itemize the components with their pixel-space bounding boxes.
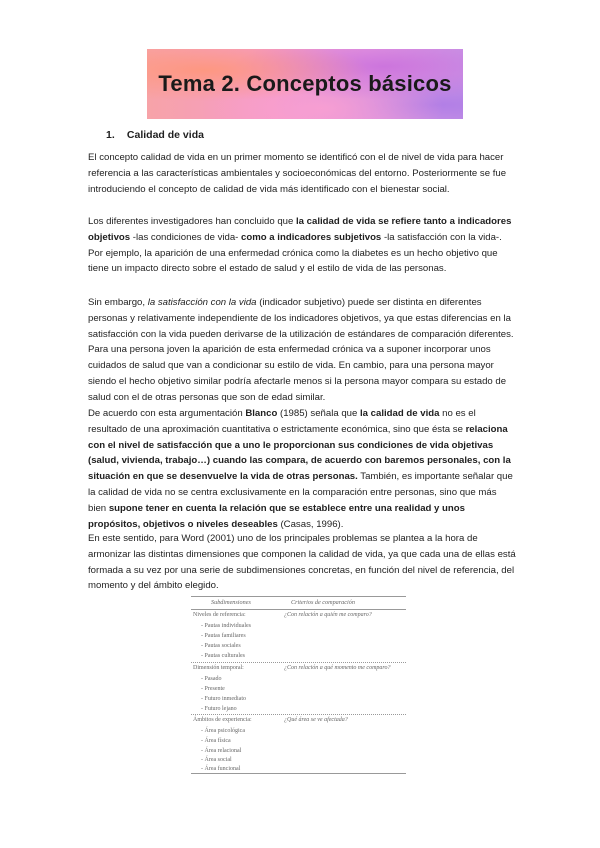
table-question: ¿Qué área se ve afectada? <box>284 717 348 723</box>
section-title: Calidad de vida <box>126 129 204 141</box>
table-subitem: - Área funcional <box>201 766 241 772</box>
table-subitem: - Pautas sociales <box>201 643 241 649</box>
table-subitem: - Área física <box>201 738 231 744</box>
table-subitem: - Área social <box>201 757 232 763</box>
table-subitem: - Pautas culturales <box>201 653 245 659</box>
subdimensions-table <box>191 596 406 774</box>
paragraph-2: Los diferentes investigadores han concluido que la calidad de vida se refiere tanto a indicadores objetivos -las condiciones de vida- como a indicadores subjetivos -la satisfacción con la vida-. Por ejemplo, la aparición de una enfermedad crónica como la diabetes es un hecho objetivo que tiene un impacto directo sobre el estado de salud y el estilo de vida de las personas. <box>88 216 512 275</box>
table-row-divider <box>191 662 406 663</box>
table-header-subdimensiones: Subdimensiones <box>211 599 251 606</box>
section-heading <box>106 129 204 141</box>
paragraph-1: El concepto calidad de vida en un primer momento se identificó con el de nivel de vida para hacer referencia a las características ambientales y socioeconómicas del entorno. Posteriormente se fue introduciendo el concepto de calidad de vida más identificado con el bienestar social. <box>88 152 507 195</box>
table-top-rule <box>191 596 406 597</box>
table-category: Dimensión temporal: <box>193 665 244 671</box>
page-title: Tema 2. Conceptos básicos <box>158 71 452 96</box>
table-subitem: - Futuro lejano <box>201 706 237 712</box>
table-subitem: - Presente <box>201 686 225 692</box>
paragraph-5: En este sentido, para Word (2001) uno de los principales problemas se plantea a la hora de armonizar las distintas dimensiones que componen la calidad de vida, ya que cada una de ellas está formada a su vez por una serie de subdimensiones concretas, en función del nivel de referencia, del momento y del ámbito elegido. <box>88 533 516 592</box>
table-subitem: - Pautas familiares <box>201 633 246 639</box>
section-number: 1. <box>106 129 115 141</box>
table-category: Ámbitos de experiencia: <box>193 717 252 723</box>
paragraph-4: De acuerdo con esta argumentación Blanco (1985) señala que la calidad de vida no es el resultado de una aproximación cuantitativa o estrictamente económica, sino que ésta se relaciona con el nivel de satisfacción que a uno le proporcionan sus condiciones de vida objetivas (salud, vivienda, trabajo…) cuando las compara, de acuerdo con baremos personales, con la situación en que se desenvuelve la vida de otras personas. También, es importante señalar que la calidad de vida no se centra exclusivamente en la comparación entre personas, sino que más bien supone tener en cuenta la relación que se establece entre una realidad y unos propósitos, objetivos o niveles deseables (Casas, 1996). <box>88 408 513 530</box>
table-bottom-rule <box>191 773 406 774</box>
table-header-rule <box>191 609 406 610</box>
table-subitem: - Futuro inmediato <box>201 696 246 702</box>
table-question: ¿Con relación a quién me comparo? <box>284 612 372 618</box>
table-subitem: - Pasado <box>201 676 222 682</box>
table-category: Niveles de referencia: <box>193 612 246 618</box>
paragraph-3: Sin embargo, la satisfacción con la vida (indicador subjetivo) puede ser distinta en diferentes personas y relativamente independiente de los indicadores objetivos, ya que estas diferencias en la satisfacción con la vida pueden derivarse de la utilización de estándares de comparación diferentes. Para una persona joven la aparición de esta enfermedad crónica va a suponer incorporar unos cuidados de salud que van a condicionar su estilo de vida. En cambio, para una persona mayor siendo el hecho objetivo similar podría afectarle menos si la persona mayor compara su estado de salud con el de otras personas que son de edad similar. <box>88 297 514 403</box>
table-subitem: - Pautas individuales <box>201 623 251 629</box>
table-subitem: - Área relacional <box>201 748 242 754</box>
table-subitem: - Área psicológica <box>201 728 245 734</box>
title-banner <box>147 49 463 119</box>
table-question: ¿Con relación a qué momento me comparo? <box>284 665 391 671</box>
table-header-criterios: Criterios de comparación <box>291 599 355 606</box>
table-row-divider <box>191 714 406 715</box>
